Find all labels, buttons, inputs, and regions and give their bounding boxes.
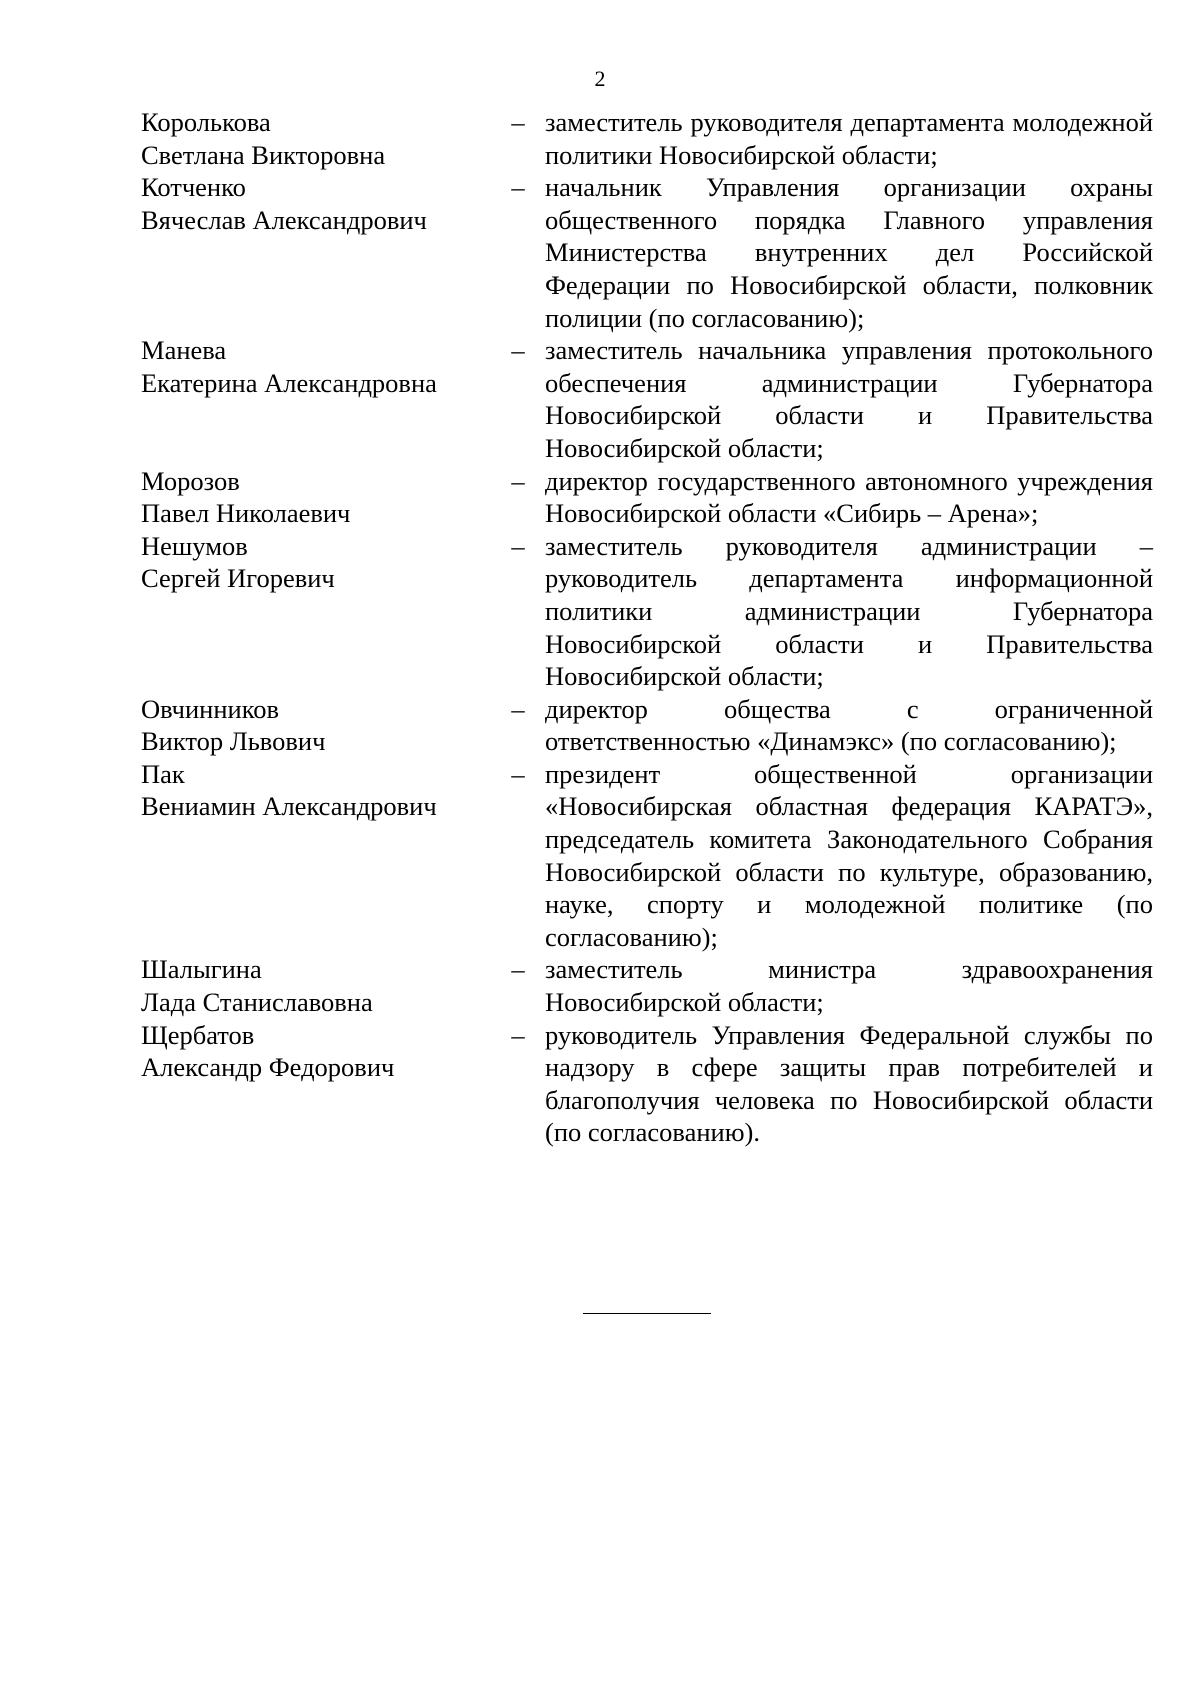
member-position: президент общественной организации «Новосибирская областная федерация КАРАТЭ», председатель комитета Законодательного Собрания Новосибирской области по культуре, образованию, науке, спорту и молодежной политике (по согласованию); [545, 758, 1153, 952]
member-dash: – [511, 954, 525, 985]
member-position: начальник Управления организации охраны общественного порядка Главного управления Министерства внутренних дел Российской Федерации по Новосибирской области, полковник полиции (по согласованию); [545, 172, 1153, 333]
member-position: руководитель Управления Федеральной службы по надзору в сфере защиты прав потребителей и благополучия человека по Новосибирской области (по согласованию). [545, 1019, 1153, 1148]
member-surname: Королькова [141, 107, 271, 137]
member-position: заместитель руководителя администрации – руководитель департамента информационной политики администрации Губернатора Новосибирской области и Правительства Новосибирской области; [545, 530, 1153, 692]
member-row [141, 106, 1153, 171]
member-name [141, 106, 491, 171]
member-name [141, 530, 491, 595]
member-row [141, 530, 1153, 693]
member-name [141, 1019, 491, 1084]
member-dash: – [511, 465, 525, 496]
member-dash: – [511, 107, 525, 137]
member-name [141, 758, 491, 823]
page-number: 2 [594, 66, 606, 91]
member-given-names: Павел Николаевич [141, 498, 351, 529]
member-surname: Пак [141, 758, 185, 789]
member-given-names: Светлана Викторовна [141, 139, 386, 170]
member-dash: – [511, 693, 525, 724]
member-given-names: Вениамин Александрович [141, 791, 437, 822]
member-name [141, 693, 491, 758]
member-surname: Щербатов [141, 1019, 255, 1050]
member-name [141, 171, 491, 236]
member-surname: Котченко [141, 172, 246, 203]
member-dash: – [511, 758, 525, 789]
member-surname: Шалыгина [141, 954, 262, 985]
member-row [141, 334, 1153, 464]
member-row [141, 693, 1153, 758]
member-row [141, 171, 1153, 334]
member-surname: Морозов [141, 465, 240, 496]
member-row [141, 953, 1153, 1018]
member-position: заместитель руководителя департамента молодежной политики Новосибирской области; [545, 107, 1153, 170]
member-name [141, 953, 491, 1018]
member-given-names: Вячеслав Александрович [141, 204, 427, 235]
member-surname: Манева [141, 335, 227, 366]
member-given-names: Александр Федорович [141, 1052, 395, 1083]
member-position: заместитель начальника управления протокольного обеспечения администрации Губернатора Новосибирской области и Правительства Новосибирской области; [545, 335, 1153, 463]
member-row [141, 758, 1153, 954]
end-divider-line [583, 1313, 711, 1314]
member-dash: – [511, 172, 525, 203]
member-dash: – [511, 530, 525, 561]
member-row [141, 1019, 1153, 1149]
member-position: заместитель министра здравоохранения Новосибирской области; [545, 954, 1153, 1018]
member-surname: Овчинников [141, 693, 279, 724]
member-surname: Нешумов [141, 530, 248, 561]
commission-members-list [141, 106, 1153, 1149]
member-position: директор государственного автономного учреждения Новосибирской области «Сибирь – Арена»; [545, 465, 1153, 529]
member-row [141, 465, 1153, 530]
member-position: директор общества с ограниченной ответственностью «Динамэкс» (по согласованию); [545, 693, 1153, 757]
member-given-names: Сергей Игоревич [141, 563, 335, 594]
member-given-names: Лада Станиславовна [141, 987, 373, 1018]
member-name [141, 465, 491, 530]
member-dash: – [511, 335, 525, 366]
member-name [141, 334, 491, 399]
member-given-names: Виктор Львович [141, 726, 326, 757]
member-dash: – [511, 1019, 525, 1050]
member-given-names: Екатерина Александровна [141, 367, 437, 398]
